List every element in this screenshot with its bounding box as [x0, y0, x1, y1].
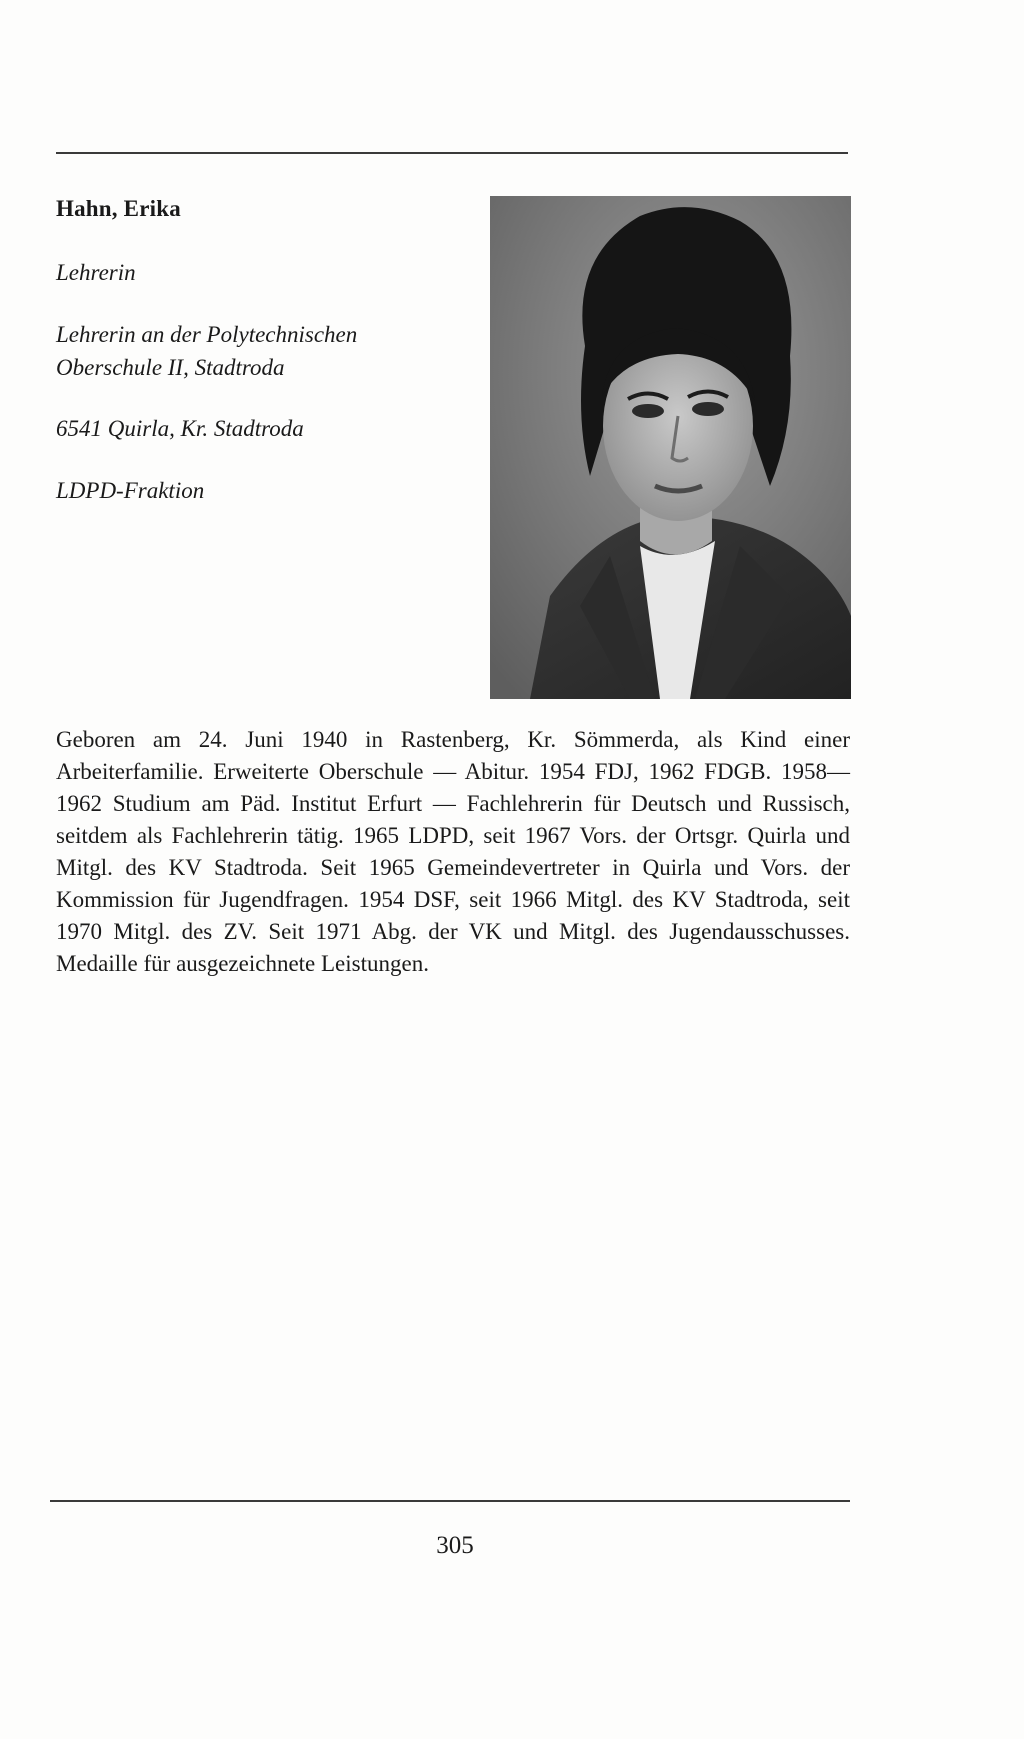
top-divider: [56, 152, 848, 154]
entry-position: [56, 318, 456, 384]
entry-profession: Lehrerin: [56, 260, 136, 285]
bottom-divider: [50, 1500, 850, 1502]
entry-position-line2: Oberschule II, Stadtroda: [56, 355, 285, 380]
entry-name: Hahn, Erika: [56, 196, 181, 221]
page-number: 305: [436, 1532, 474, 1559]
entry-position-line1: Lehrerin an der Polytechnischen: [56, 322, 358, 347]
portrait-photo: [490, 196, 851, 699]
biography-text: Geboren am 24. Juni 1940 in Rastenberg, Kr. Sömmerda, als Kind einer Arbeiterfamilie. Erweiterte Oberschule — Abitur. 1954 FDJ, 1962 FDGB. 1958—1962 Studium am Päd. Institut Erfurt — Fachlehrerin für Deutsch und Russisch, seitdem als Fachlehrerin tätig. 1965 LDPD, seit 1967 Vors. der Ortsgr. Quirla und Mitgl. des KV Stadtroda. Seit 1965 Gemeindevertreter in Quirla und Vors. der Kommission für Jugendfragen. 1954 DSF, seit 1966 Mitgl. des KV Stadtroda, seit 1970 Mitgl. des ZV. Seit 1971 Abg. der VK und Mitgl. des Jugendausschusses. Medaille für ausgezeichnete Leistungen.: [56, 727, 850, 976]
portrait-drawing: [490, 196, 851, 699]
entry-faction: LDPD-Fraktion: [56, 478, 205, 503]
entry-address: 6541 Quirla, Kr. Stadtroda: [56, 416, 304, 441]
